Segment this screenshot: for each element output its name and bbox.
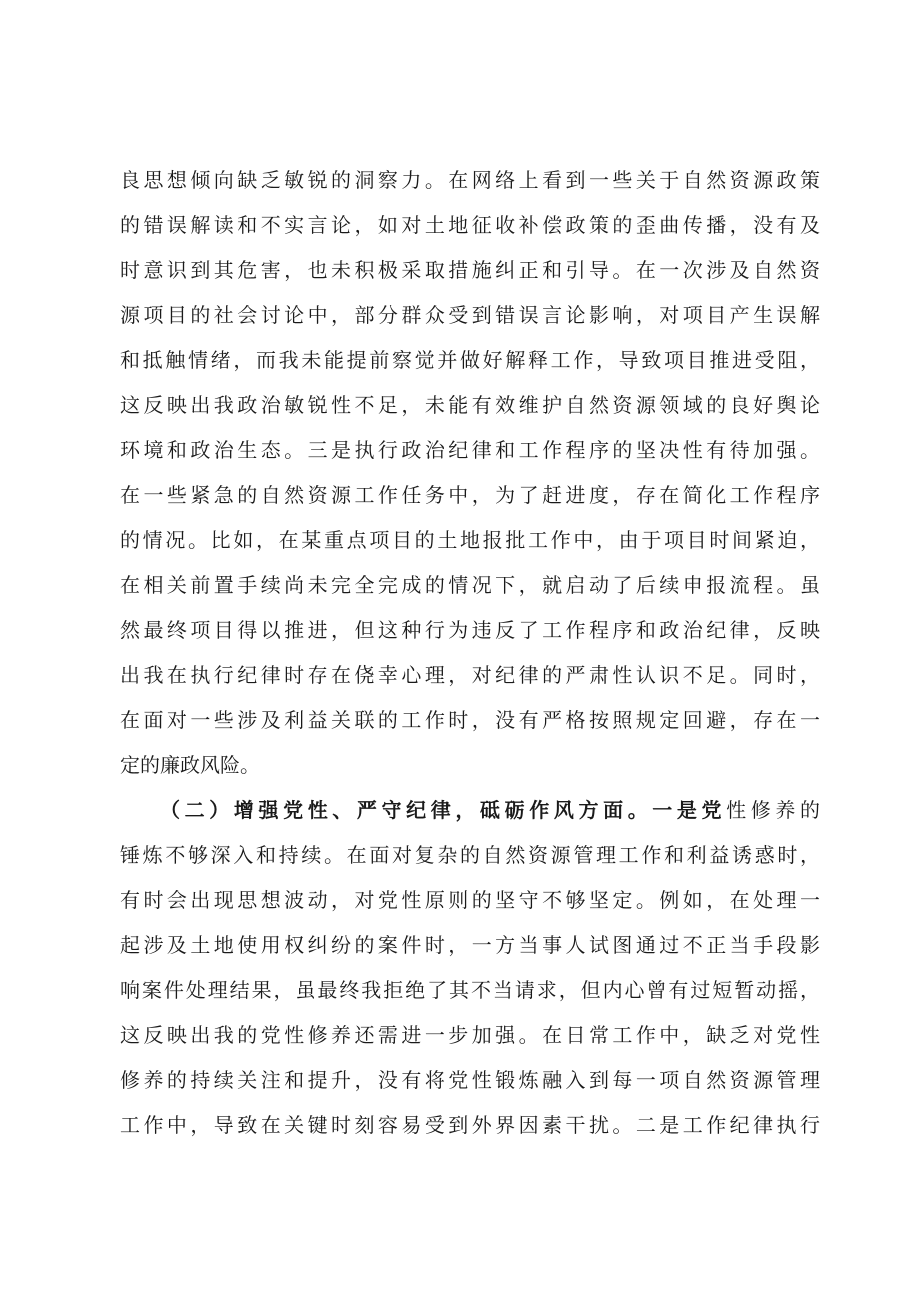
text-line: 在一些紧急的自然资源工作任务中，为了赶进度，存在简化工作程序 xyxy=(120,483,820,507)
text-line: 良思想倾向缺乏敏锐的洞察力。在网络上看到一些关于自然资源政策 xyxy=(120,168,820,192)
text-line: 这反映出我政治敏锐性不足，未能有效维护自然资源领域的良好舆论 xyxy=(120,393,820,417)
text-line: 响案件处理结果，虽最终我拒绝了其不当请求，但内心曾有过短暂动摇， xyxy=(120,978,820,1002)
text-line: 起涉及土地使用权纠纷的案件时，一方当事人试图通过不正当手段影 xyxy=(120,933,820,957)
text-line: 出我在执行纪律时存在侥幸心理，对纪律的严肃性认识不足。同时， xyxy=(120,663,820,687)
text-line: 和抵触情绪，而我未能提前察觉并做好解释工作，导致项目推进受阻， xyxy=(120,348,820,372)
document-body xyxy=(120,158,820,1148)
paragraph-continuation xyxy=(120,158,820,788)
text-line: 定的廉政风险。 xyxy=(120,753,260,777)
text-line: 工作中，导致在关键时刻容易受到外界因素干扰。二是工作纪律执行 xyxy=(120,1113,820,1137)
text-line: 时意识到其危害，也未积极采取措施纠正和引导。在一次涉及自然资 xyxy=(120,258,820,282)
text-line: 环境和政治生态。三是执行政治纪律和工作程序的坚决性有待加强。 xyxy=(120,438,820,462)
text-line: 有时会出现思想波动，对党性原则的坚守不够坚定。例如，在处理一 xyxy=(120,888,820,912)
text-line: 这反映出我的党性修养还需进一步加强。在日常工作中，缺乏对党性 xyxy=(120,1023,820,1047)
text-line: 的错误解读和不实言论，如对土地征收补偿政策的歪曲传播，没有及 xyxy=(120,213,820,237)
section-heading: （二）增强党性、严守纪律，砥砺作风方面。一是党 xyxy=(160,798,727,822)
section-heading-line xyxy=(120,788,820,833)
text-line: 锤炼不够深入和持续。在面对复杂的自然资源管理工作和利益诱惑时， xyxy=(120,843,820,867)
text-line: 的情况。比如，在某重点项目的土地报批工作中，由于项目时间紧迫， xyxy=(120,528,820,552)
text-line: 然最终项目得以推进，但这种行为违反了工作程序和政治纪律，反映 xyxy=(120,618,820,642)
text-run: 性修养的 xyxy=(726,798,820,822)
text-line: 在面对一些涉及利益关联的工作时，没有严格按照规定回避，存在一 xyxy=(120,708,820,732)
text-line: 源项目的社会讨论中，部分群众受到错误言论影响，对项目产生误解 xyxy=(120,303,820,327)
paragraph-section-two xyxy=(120,788,820,1148)
text-line: 在相关前置手续尚未完全完成的情况下，就启动了后续申报流程。虽 xyxy=(120,573,820,597)
text-line: 修养的持续关注和提升，没有将党性锻炼融入到每一项自然资源管理 xyxy=(120,1068,820,1092)
